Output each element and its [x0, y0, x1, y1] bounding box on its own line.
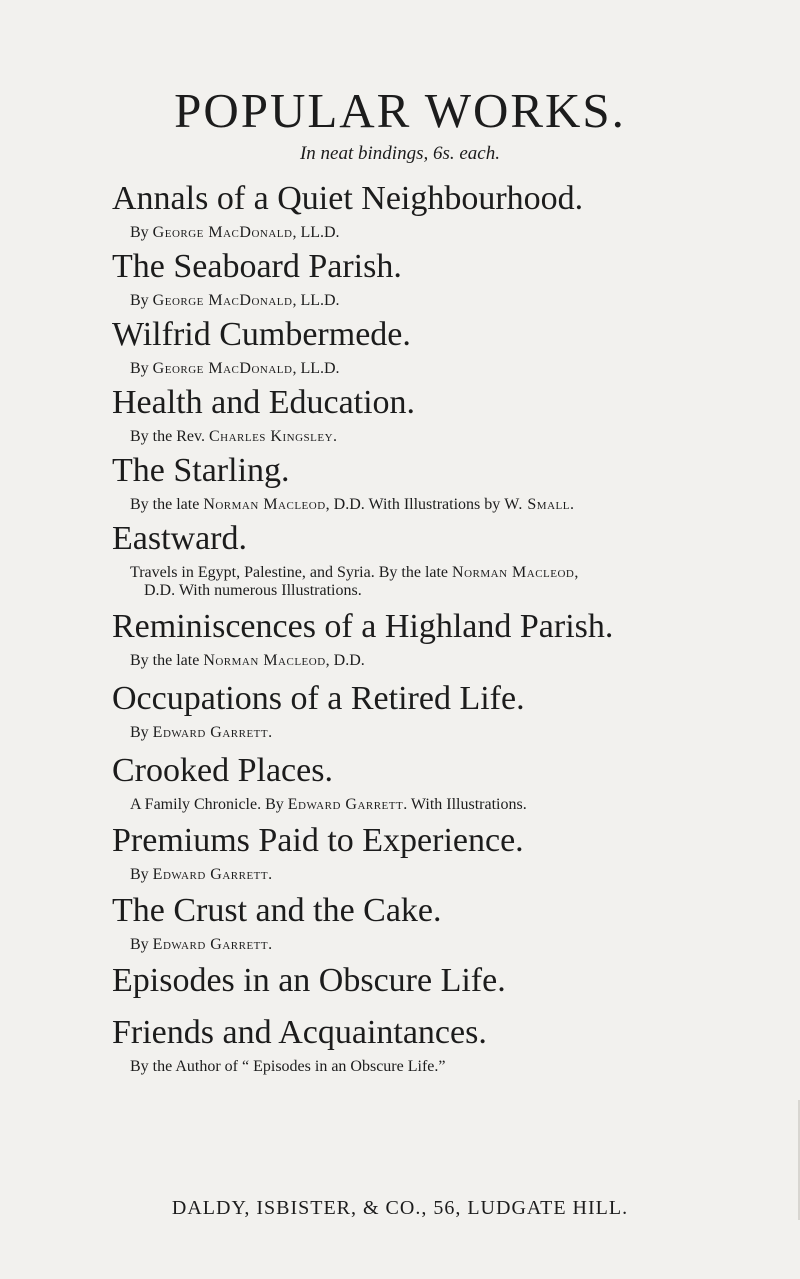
note-text: By the late	[130, 652, 204, 669]
book-entry	[112, 250, 772, 310]
note-text: , D.D.	[325, 652, 365, 669]
illustrator-name: W. Small	[504, 496, 570, 513]
book-entry	[112, 610, 772, 670]
note-text: By	[130, 360, 153, 377]
note-text: .	[268, 724, 273, 741]
book-title: Annals of a Quiet Neighbourhood.	[112, 180, 584, 217]
note-text: .	[268, 936, 273, 953]
book-entry	[112, 894, 772, 954]
page-subtitle: In neat bindings, 6s. each.	[299, 143, 500, 164]
book-author-note	[112, 564, 772, 600]
book-entry	[112, 454, 772, 514]
book-entry	[112, 964, 772, 998]
book-author-note	[112, 292, 772, 310]
author-name: Edward Garrett	[287, 796, 404, 813]
note-text: , LL.D.	[292, 224, 340, 241]
book-entry	[112, 386, 772, 446]
book-entry	[112, 1016, 772, 1076]
book-title: The Seaboard Parish.	[112, 248, 402, 285]
book-entry	[112, 682, 772, 742]
book-title: Reminiscences of a Highland Parish.	[112, 608, 614, 645]
book-author-note	[112, 360, 772, 378]
book-author-note	[112, 496, 772, 514]
book-author-note	[112, 796, 772, 814]
author-name: Norman Macleod	[203, 496, 326, 513]
author-name: George MacDonald	[152, 292, 293, 309]
author-name: Edward Garrett	[152, 936, 269, 953]
author-name: Norman Macleod	[203, 652, 326, 669]
book-author-note	[112, 652, 772, 670]
book-author-note	[112, 936, 772, 954]
book-title: Health and Education.	[112, 384, 416, 421]
note-text: D.D. With numerous Illustrations.	[144, 582, 362, 599]
book-author-note	[112, 866, 772, 884]
book-title: Friends and Acquaintances.	[112, 1014, 487, 1051]
note-text: A Family Chronicle. By	[130, 796, 288, 813]
author-name: Edward Garrett	[152, 866, 269, 883]
publisher-imprint: DALDY, ISBISTER, & CO., 56, LUDGATE HILL.	[171, 1197, 629, 1219]
book-title: The Crust and the Cake.	[112, 892, 442, 929]
note-text: By the late	[130, 496, 204, 513]
book-title: Episodes in an Obscure Life.	[112, 962, 506, 999]
note-text: By	[130, 866, 153, 883]
note-text: By	[130, 724, 153, 741]
note-text: .	[333, 428, 338, 445]
author-name: George MacDonald	[152, 360, 293, 377]
book-entry	[112, 522, 772, 600]
note-text: By the Rev.	[130, 428, 209, 445]
note-text: Travels in Egypt, Palestine, and Syria. By the late	[130, 564, 453, 581]
book-author-note	[112, 428, 772, 446]
note-text: .	[268, 866, 273, 883]
book-title: Crooked Places.	[112, 752, 333, 789]
book-title: The Starling.	[112, 452, 290, 489]
book-title: Eastward.	[112, 520, 248, 557]
author-name: Edward Garrett	[152, 724, 269, 741]
book-author-note	[112, 224, 772, 242]
note-text: ,	[574, 564, 579, 581]
book-entry	[112, 824, 772, 884]
note-text: . With Illustrations.	[403, 796, 527, 813]
author-name: George MacDonald	[152, 224, 293, 241]
book-title: Wilfrid Cumbermede.	[112, 316, 411, 353]
note-text: By	[130, 292, 153, 309]
book-entry	[112, 754, 772, 814]
note-text: By	[130, 224, 153, 241]
book-author-note	[112, 1058, 772, 1076]
book-title: Occupations of a Retired Life.	[112, 680, 525, 717]
book-entry	[112, 182, 772, 242]
note-text: By the Author of “ Episodes in an Obscure Life.”	[130, 1058, 446, 1075]
note-text: .	[569, 496, 574, 513]
note-text: By	[130, 936, 153, 953]
note-text: , LL.D.	[292, 360, 340, 377]
book-entry	[112, 318, 772, 378]
book-author-note	[112, 724, 772, 742]
author-name: Charles Kingsley	[208, 428, 334, 445]
page-title: POPULAR WORKS.	[174, 83, 626, 138]
note-text: , LL.D.	[292, 292, 340, 309]
author-name: Norman Macleod	[452, 564, 575, 581]
book-title: Premiums Paid to Experience.	[112, 822, 524, 859]
note-text: , D.D. With Illustrations by	[325, 496, 505, 513]
